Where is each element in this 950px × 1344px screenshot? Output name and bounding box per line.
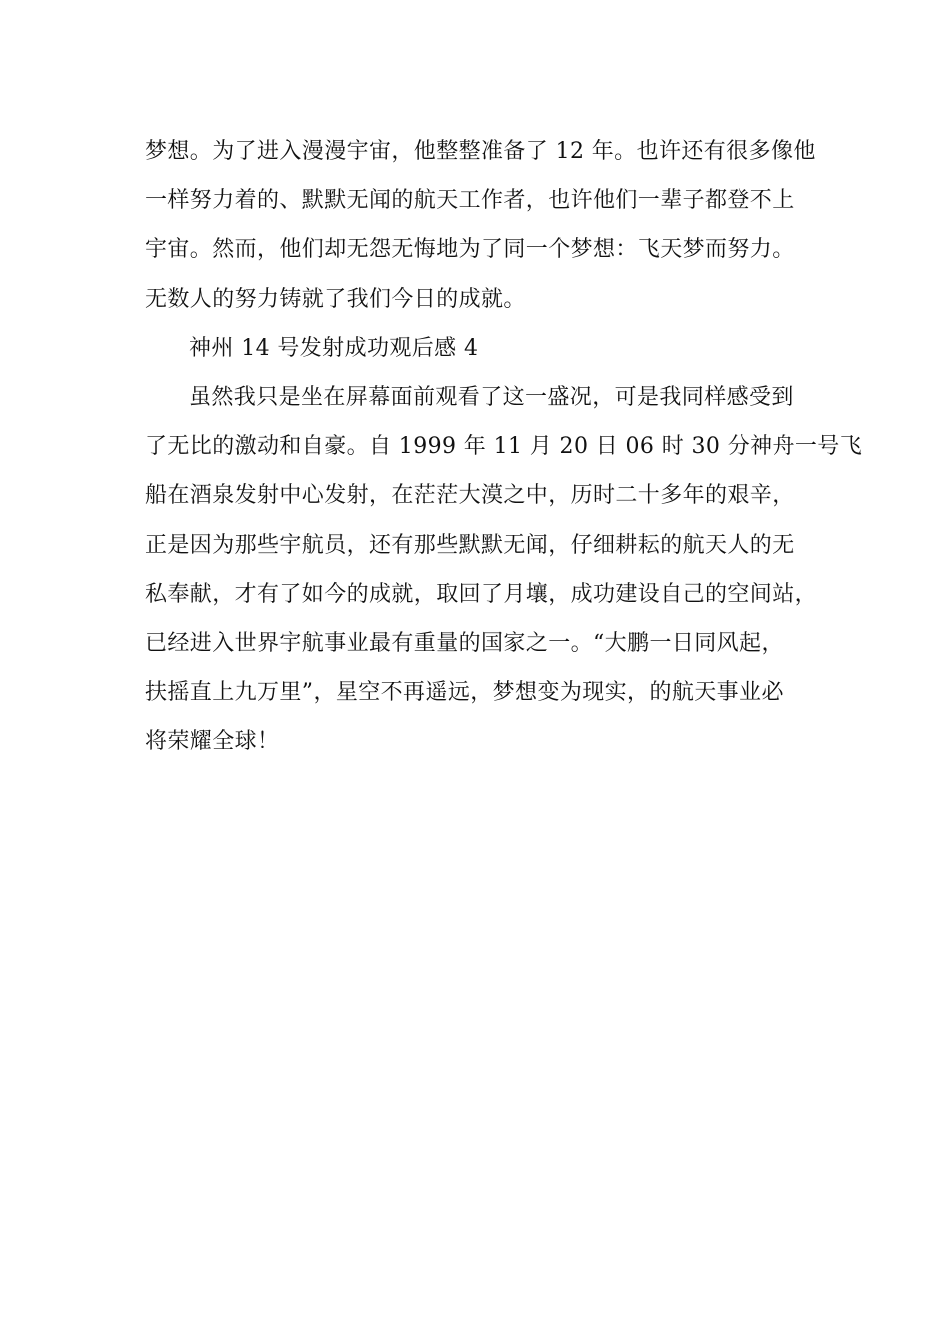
document-body [145,132,863,771]
text-line: 宇宙。然而，他们却无怨无悔地为了同一个梦想：飞天梦而努力。 [145,237,795,263]
text-line: 无数人的努力铸就了我们今日的成就。 [145,286,526,312]
section-heading: 神州 14 号发射成功观后感 4 [189,335,479,361]
text-line: 已经进入世界宇航事业最有重量的国家之一。“大鹏一日同风起， [145,630,784,656]
text-line: 虽然我只是坐在屏幕面前观看了这一盛况，可是我同样感受到 [189,384,794,410]
text-line: 了无比的激动和自豪。自 1999 年 11 月 20 日 06 时 30 分神舟一号飞 [145,434,863,460]
text-line: 将荣耀全球！ [145,729,280,755]
text-line: 正是因为那些宇航员，还有那些默默无闻，仔细耕耘的航天人的无 [145,532,795,558]
text-line: 私奉献，才有了如今的成就，取回了月壤，成功建设自己的空间站， [145,581,818,607]
text-line: 梦想。为了进入漫漫宇宙，他整整准备了 12 年。也许还有很多像他 [145,139,816,164]
text-line: 船在酒泉发射中心发射，在茫茫大漠之中，历时二十多年的艰辛， [145,483,795,509]
text-line: 扶摇直上九万里”，星空不再遥远，梦想变为现实，的航天事业必 [145,680,784,706]
text-line: 一样努力着的、默默无闻的航天工作者，也许他们一辈子都登不上 [145,188,795,214]
